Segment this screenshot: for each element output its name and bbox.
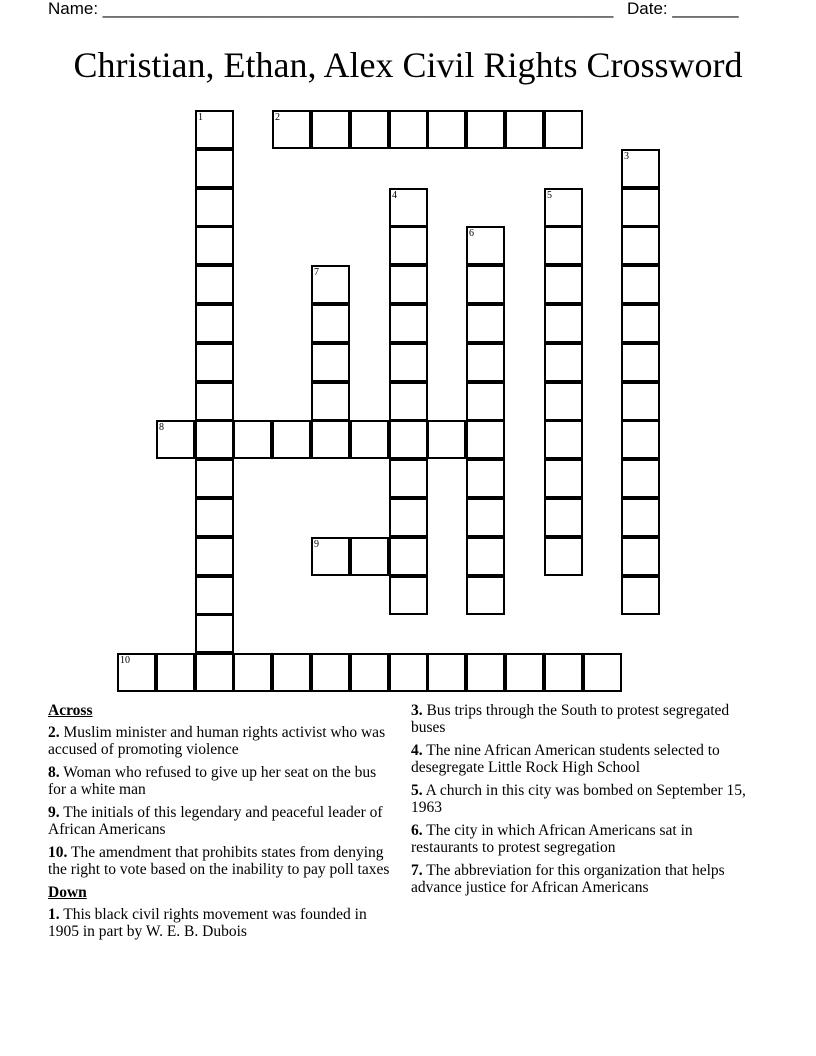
crossword-cell[interactable]	[544, 110, 583, 149]
crossword-cell[interactable]	[544, 537, 583, 576]
clue-number: 4.	[411, 742, 423, 759]
clue-number-label: 8	[159, 422, 164, 433]
crossword-cell[interactable]	[544, 226, 583, 265]
crossword-cell[interactable]	[544, 382, 583, 421]
clue-text: The amendment that prohibits states from denying the right to vote based on the inability to pay poll taxes	[48, 844, 390, 878]
crossword-cell[interactable]	[195, 537, 234, 576]
crossword-cell[interactable]	[466, 304, 505, 343]
crossword-cell[interactable]	[466, 537, 505, 576]
crossword-cell[interactable]	[195, 614, 234, 653]
clue-number-label: 5	[547, 190, 552, 201]
crossword-cell[interactable]	[389, 537, 428, 576]
crossword-cell[interactable]	[311, 382, 350, 421]
crossword-cell[interactable]	[156, 420, 195, 459]
crossword-cell[interactable]	[195, 110, 234, 149]
clue-number: 1.	[48, 906, 60, 923]
crossword-cell[interactable]	[195, 420, 234, 459]
crossword-cell[interactable]	[389, 459, 428, 498]
crossword-cell[interactable]	[544, 498, 583, 537]
crossword-cell[interactable]	[621, 188, 660, 227]
crossword-cell[interactable]	[621, 459, 660, 498]
crossword-cell[interactable]	[195, 304, 234, 343]
clue-number-label: 7	[314, 267, 319, 278]
crossword-cell[interactable]	[389, 110, 428, 149]
clue-text: A church in this city was bombed on September 15, 1963	[411, 782, 746, 816]
crossword-cell[interactable]	[350, 537, 389, 576]
crossword-cell[interactable]	[233, 420, 272, 459]
crossword-cell[interactable]	[544, 188, 583, 227]
crossword-cell[interactable]	[583, 653, 622, 692]
clue-text: Muslim minister and human rights activist who was accused of promoting violence	[48, 724, 386, 758]
crossword-cell[interactable]	[350, 653, 389, 692]
date-field-label: Date: _______	[627, 0, 739, 18]
crossword-cell[interactable]	[195, 459, 234, 498]
crossword-cell[interactable]	[389, 420, 428, 459]
clue-number-label: 4	[392, 190, 397, 201]
clue-number-label: 9	[314, 539, 319, 550]
down-clue	[411, 702, 761, 736]
crossword-cell[interactable]	[233, 653, 272, 692]
down-clue	[411, 862, 761, 896]
crossword-cell[interactable]	[311, 265, 350, 304]
crossword-cell[interactable]	[350, 420, 389, 459]
crossword-cell[interactable]	[466, 110, 505, 149]
down-heading: Down	[48, 884, 87, 901]
crossword-cell[interactable]	[195, 226, 234, 265]
crossword-cell[interactable]	[544, 343, 583, 382]
crossword-cell[interactable]	[389, 653, 428, 692]
across-clue	[48, 844, 398, 878]
crossword-cell[interactable]	[389, 343, 428, 382]
crossword-cell[interactable]	[544, 420, 583, 459]
crossword-cell[interactable]	[195, 382, 234, 421]
clue-text: The initials of this legendary and peaceful leader of African Americans	[48, 804, 383, 838]
clue-number: 5.	[411, 782, 423, 799]
crossword-cell[interactable]	[427, 420, 466, 459]
crossword-cell[interactable]	[311, 653, 350, 692]
crossword-cell[interactable]	[195, 149, 234, 188]
crossword-cell[interactable]	[195, 576, 234, 615]
crossword-cell[interactable]	[505, 653, 544, 692]
clue-number-label: 3	[624, 151, 629, 162]
crossword-cell[interactable]	[195, 653, 234, 692]
crossword-cell[interactable]	[311, 304, 350, 343]
down-clue	[411, 782, 761, 816]
crossword-cell[interactable]	[466, 265, 505, 304]
crossword-cell[interactable]	[621, 498, 660, 537]
clue-number: 6.	[411, 822, 423, 839]
down-clue	[48, 906, 398, 940]
crossword-cell[interactable]	[621, 149, 660, 188]
crossword-cell[interactable]	[621, 382, 660, 421]
crossword-cell[interactable]	[311, 420, 350, 459]
clue-text: The nine African American students selected to desegregate Little Rock High School	[411, 742, 720, 776]
crossword-cell[interactable]	[195, 265, 234, 304]
crossword-cell[interactable]	[427, 653, 466, 692]
crossword-cell[interactable]	[389, 498, 428, 537]
crossword-cell[interactable]	[311, 537, 350, 576]
crossword-cell[interactable]	[621, 343, 660, 382]
clue-number: 8.	[48, 764, 60, 781]
clue-number-label: 6	[469, 228, 474, 239]
down-clue	[411, 822, 761, 856]
clues-right-column	[411, 702, 761, 902]
crossword-cell[interactable]	[466, 498, 505, 537]
clue-number: 10.	[48, 844, 68, 861]
clue-number-label: 10	[120, 655, 130, 666]
clue-number-label: 2	[275, 112, 280, 123]
across-clue	[48, 804, 398, 838]
clue-text: Woman who refused to give up her seat on the bus for a white man	[48, 764, 377, 798]
clue-text: The abbreviation for this organization that helps advance justice for African Americans	[411, 862, 725, 896]
crossword-cell[interactable]	[389, 382, 428, 421]
crossword-cell[interactable]	[621, 304, 660, 343]
clue-text: The city in which African Americans sat in restaurants to protest segregation	[411, 822, 693, 856]
crossword-cell[interactable]	[621, 420, 660, 459]
crossword-cell[interactable]	[195, 498, 234, 537]
clue-text: Bus trips through the South to protest segregated buses	[411, 702, 730, 736]
crossword-cell[interactable]	[621, 576, 660, 615]
crossword-cell[interactable]	[311, 110, 350, 149]
crossword-cell[interactable]	[272, 420, 311, 459]
across-clue	[48, 764, 398, 798]
crossword-cell[interactable]	[427, 110, 466, 149]
crossword-cell[interactable]	[544, 459, 583, 498]
crossword-cell[interactable]	[311, 343, 350, 382]
crossword-cell[interactable]	[621, 265, 660, 304]
down-clue	[411, 742, 761, 776]
name-field-label: Name: ______________________________________________________	[48, 0, 614, 18]
crossword-cell[interactable]	[621, 537, 660, 576]
clue-number: 2.	[48, 724, 60, 741]
crossword-cell[interactable]	[389, 576, 428, 615]
crossword-cell[interactable]	[389, 226, 428, 265]
across-clue	[48, 724, 398, 758]
crossword-cell[interactable]	[389, 265, 428, 304]
crossword-cell[interactable]	[389, 188, 428, 227]
crossword-cell[interactable]	[156, 653, 195, 692]
clue-number-label: 1	[198, 112, 203, 123]
clue-number: 9.	[48, 804, 60, 821]
across-heading: Across	[48, 702, 93, 719]
clue-text: This black civil rights movement was founded in 1905 in part by W. E. B. Dubois	[48, 906, 367, 940]
crossword-cell[interactable]	[117, 653, 156, 692]
crossword-cell[interactable]	[350, 110, 389, 149]
crossword-cell[interactable]	[466, 226, 505, 265]
clues-left-column	[48, 702, 398, 946]
crossword-cell[interactable]	[272, 110, 311, 149]
crossword-cell[interactable]	[195, 343, 234, 382]
crossword-cell[interactable]	[466, 343, 505, 382]
crossword-cell[interactable]	[389, 304, 428, 343]
crossword-cell[interactable]	[272, 653, 311, 692]
crossword-cell[interactable]	[466, 459, 505, 498]
crossword-cell[interactable]	[544, 304, 583, 343]
crossword-cell[interactable]	[466, 653, 505, 692]
clue-number: 7.	[411, 862, 423, 879]
crossword-cell[interactable]	[195, 188, 234, 227]
crossword-cell[interactable]	[544, 265, 583, 304]
crossword-cell[interactable]	[466, 576, 505, 615]
crossword-cell[interactable]	[544, 653, 583, 692]
crossword-cell[interactable]	[505, 110, 544, 149]
clue-number: 3.	[411, 702, 423, 719]
crossword-cell[interactable]	[621, 226, 660, 265]
crossword-cell[interactable]	[466, 420, 505, 459]
page-title: Christian, Ethan, Alex Civil Rights Crossword	[73, 45, 743, 85]
crossword-cell[interactable]	[466, 382, 505, 421]
